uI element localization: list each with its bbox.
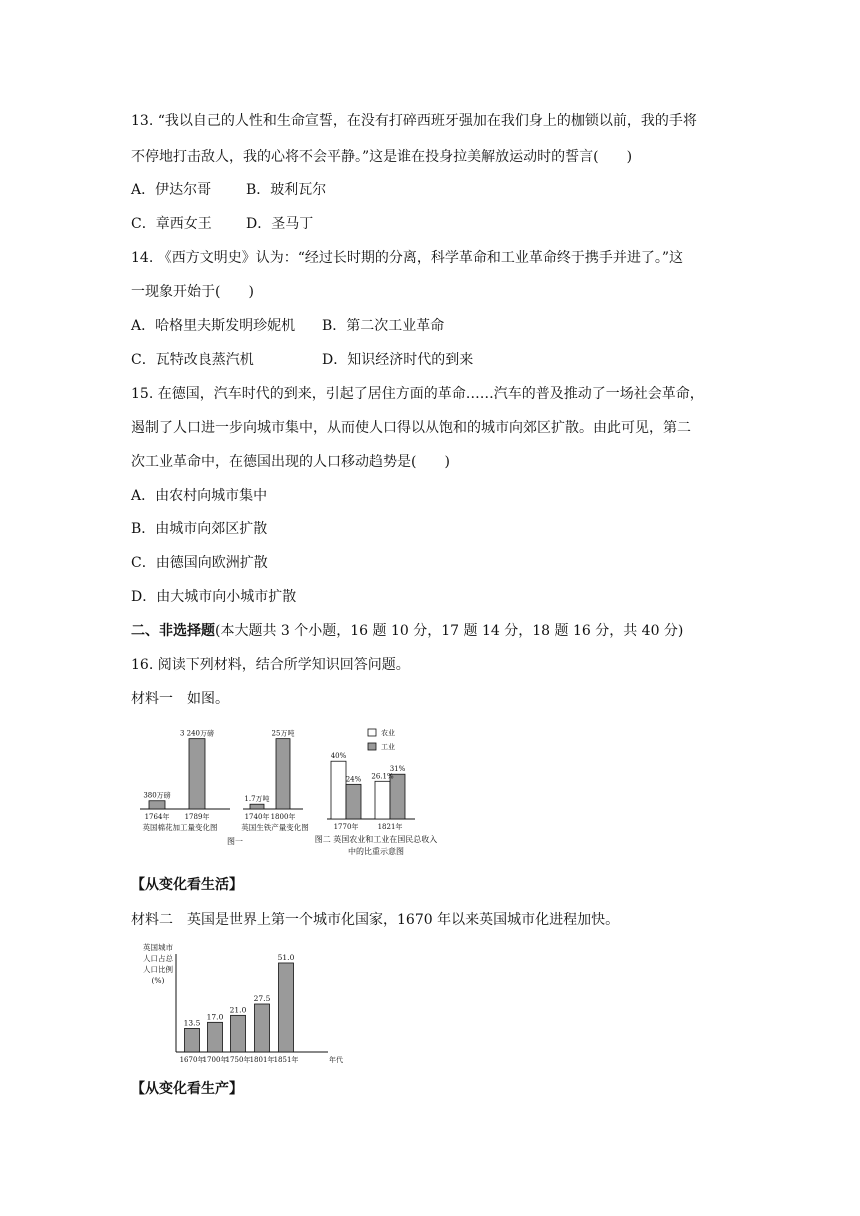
share-tick-1770: 1770年	[333, 823, 359, 831]
iron-tick-1800: 1800年	[270, 813, 296, 821]
share-chart-title: 图二 英国农业和工业在国民总收入中的比重示意图	[314, 835, 438, 856]
q13-line1: 13. “我以自己的人性和生命宣誓，在没有打碎西班牙强加在我们身上的枷锁以前，我的手将	[131, 113, 697, 129]
share-label-industry-1770: 24%	[345, 775, 362, 784]
figure1-caption: 图一	[227, 837, 243, 846]
urban-bar-1700	[208, 1022, 223, 1052]
urban-bar-1851	[279, 963, 294, 1052]
urban-tick-1700: 1700年	[202, 1056, 228, 1064]
share-label-industry-1821: 31%	[389, 765, 406, 774]
legend-swatch-industry	[368, 743, 376, 750]
cotton-chart-title: 英国棉花加工量变化图	[142, 823, 218, 832]
q13-line2: 不停地打击敌人，我的心将不会平静。”这是谁在投身拉美解放运动时的誓言( )	[131, 149, 633, 165]
q14-option-a: A．哈格里夫斯发明珍妮机	[131, 318, 296, 334]
urban-tick-1801: 1801年	[249, 1056, 275, 1064]
cotton-bar-1789	[189, 739, 205, 809]
q15-line1: 15. 在德国，汽车时代的到来，引起了居住方面的革命……汽车的普及推动了一场社会革命，	[131, 386, 704, 402]
q14-option-c: C．瓦特改良蒸汽机	[131, 352, 254, 368]
q15-option-d: D．由大城市向小城市扩散	[131, 589, 297, 605]
heading-life: 【从变化看生活】	[131, 877, 243, 893]
share-bar-agriculture-1821	[375, 781, 390, 819]
urban-tick-1851: 1851年	[273, 1056, 299, 1064]
share-title-box	[311, 834, 441, 862]
share-chart	[311, 728, 441, 862]
iron-bar-1740	[250, 804, 264, 809]
q14-option-b: B．第二次工业革命	[322, 318, 445, 334]
q14-line2: 一现象开始于( )	[131, 284, 254, 300]
q15-option-b: B．由城市向郊区扩散	[131, 521, 268, 537]
q13-option-b: B．玻利瓦尔	[246, 182, 327, 198]
urbanization-chart	[140, 940, 350, 1068]
q16-material2: 材料二 英国是世界上第一个城市化国家，1670 年以来英国城市化进程加快。	[131, 912, 620, 928]
iron-value-1800: 25万吨	[271, 729, 295, 738]
q13-option-d: D．圣马丁	[246, 216, 314, 232]
share-tick-1821: 1821年	[377, 823, 403, 831]
urban-bar-1670	[185, 1028, 200, 1052]
section2-note: (本大题共 3 个小题，16 题 10 分，17 题 14 分，18 题 16 分，共 40 分)	[215, 623, 684, 639]
iron-tick-1740: 1740年	[244, 813, 270, 821]
cotton-tick-1789: 1789年	[184, 813, 210, 821]
cotton-value-1764: 380万磅	[143, 791, 171, 800]
q16-material1: 材料一 如图。	[131, 691, 229, 707]
urban-bar-1750	[231, 1015, 246, 1052]
urban-xlabel: 年代	[329, 1056, 343, 1064]
cotton-tick-1764: 1764年	[144, 813, 170, 821]
legend-swatch-agriculture	[368, 729, 376, 736]
urban-ylabel-box	[140, 942, 176, 988]
q13-option-c: C．章西女王	[131, 216, 212, 232]
material1-figure	[125, 720, 445, 862]
section2-heading	[131, 621, 683, 641]
urban-tick-1750: 1750年	[225, 1056, 251, 1064]
q13-option-a: A．伊达尔哥	[131, 182, 212, 198]
share-bar-agriculture-1770	[331, 761, 346, 819]
q15-line3: 次工业革命中，在德国出现的人口移动趋势是( )	[131, 454, 450, 470]
iron-bar-1800	[276, 739, 290, 809]
share-label-agriculture-1821: 26.1%	[371, 772, 394, 781]
section2-title: 二、非选择题	[131, 623, 215, 639]
iron-value-1740: 1.7万吨	[244, 795, 270, 804]
urban-value-1851: 51.0	[277, 952, 295, 962]
iron-chart-title: 英国生铁产量变化图	[241, 823, 309, 832]
urban-value-1750: 21.0	[229, 1005, 247, 1015]
iron-chart	[241, 729, 309, 832]
q15-option-c: C．由德国向欧洲扩散	[131, 555, 268, 571]
share-label-agriculture-1770: 40%	[330, 752, 347, 761]
legend-label-industry: 工业	[381, 743, 395, 751]
cotton-bar-1764	[149, 801, 165, 809]
q14-option-d: D．知识经济时代的到来	[322, 352, 474, 368]
legend-label-agriculture: 农业	[381, 729, 395, 737]
urban-value-1700: 17.0	[206, 1012, 224, 1022]
q16-intro: 16. 阅读下列材料，结合所学知识回答问题。	[131, 657, 410, 673]
urban-value-1801: 27.5	[253, 994, 271, 1003]
cotton-value-1789: 3 240万磅	[179, 729, 215, 738]
urban-value-1670: 13.5	[183, 1018, 201, 1028]
share-bar-industry-1770	[346, 784, 361, 819]
urban-bar-1801	[255, 1004, 270, 1052]
urban-tick-1670: 1670年	[179, 1056, 205, 1064]
heading-production: 【从变化看生产】	[131, 1081, 243, 1097]
q15-line2: 遏制了人口进一步向城市集中，从而使人口得以从饱和的城市向郊区扩散。由此可见，第二	[131, 420, 691, 436]
urban-ylabel: 英国城市人口占总人口比例(%)	[143, 943, 173, 985]
q15-option-a: A．由农村向城市集中	[131, 488, 268, 504]
share-bar-industry-1821	[390, 774, 405, 819]
q14-line1: 14. 《西方文明史》认为：“经过长时期的分离，科学革命和工业革命终于携手并进了。”这	[131, 250, 684, 266]
cotton-chart	[140, 729, 230, 832]
